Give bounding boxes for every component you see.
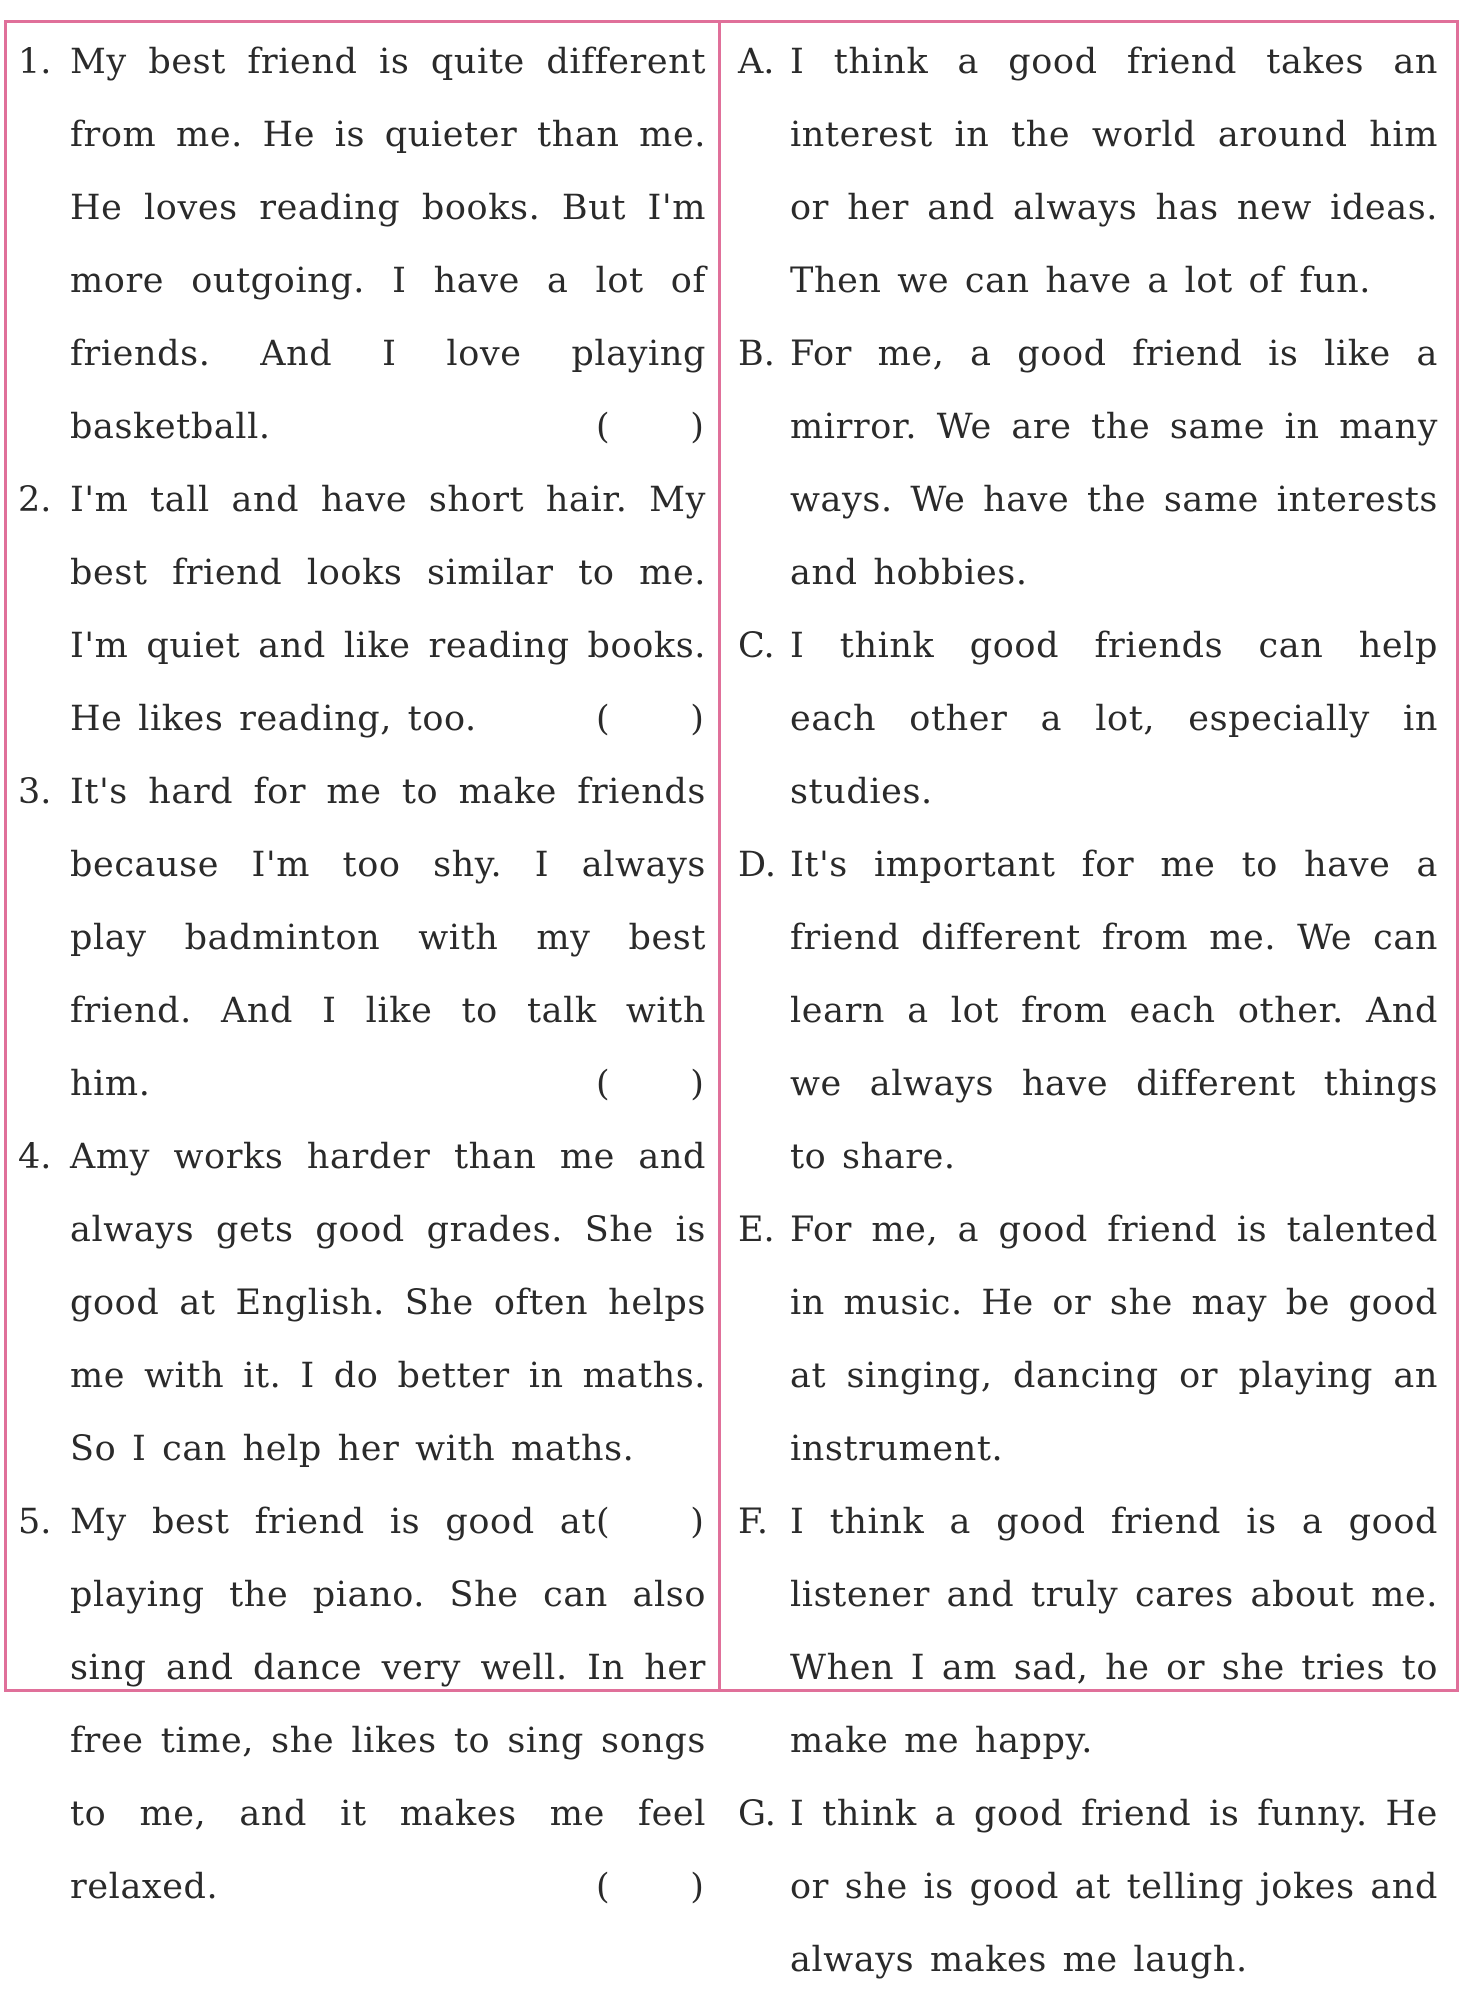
option-letter: F. bbox=[738, 1502, 768, 1542]
option-item bbox=[738, 1486, 1438, 1778]
question-number: 5. bbox=[18, 1502, 52, 1542]
option-letter: C. bbox=[738, 626, 775, 666]
question-item bbox=[18, 464, 706, 756]
option-text: For me, a good friend is talented in music. He or she may be good at singing, dancing or playing an instrument. bbox=[790, 1210, 1438, 1469]
column-divider bbox=[718, 20, 721, 1692]
question-text: My best friend is good at playing the piano. She can also sing and dance very well. In her free time, she likes to sing songs to me, and it makes me feel relaxed. bbox=[70, 1502, 706, 1907]
option-letter: A. bbox=[738, 42, 775, 82]
option-text: I think a good friend takes an interest in the world around him or her and always has new ideas. Then we can have a lot of fun. bbox=[790, 42, 1438, 301]
option-text: I think good friends can help each other a lot, especially in studies. bbox=[790, 626, 1438, 812]
question-text: Amy works harder than me and always gets good grades. She is good at English. She often helps me with it. I do better in maths. So I can help her with maths. bbox=[70, 1137, 706, 1469]
question-text: It's hard for me to make friends because I'm too shy. I always play badminton with my best friend. And I like to talk with him. bbox=[70, 772, 706, 1104]
option-text: For me, a good friend is like a mirror. We are the same in many ways. We have the same interests and hobbies. bbox=[790, 334, 1438, 593]
options-column bbox=[738, 26, 1438, 1997]
question-number: 1. bbox=[18, 42, 52, 82]
option-letter: E. bbox=[738, 1210, 775, 1250]
option-text: It's important for me to have a friend different from me. We can learn a lot from each other. And we always have different things to share. bbox=[790, 845, 1438, 1177]
answer-blank[interactable]: ( ) bbox=[596, 699, 705, 739]
option-item bbox=[738, 26, 1438, 318]
questions-column bbox=[18, 26, 706, 1924]
question-item bbox=[18, 1486, 706, 1924]
question-item bbox=[18, 26, 706, 464]
question-text: I'm tall and have short hair. My best friend looks similar to me. I'm quiet and like reading books. He likes reading, too. bbox=[70, 480, 706, 739]
answer-blank[interactable]: ( ) bbox=[596, 1867, 705, 1907]
option-letter: B. bbox=[738, 334, 775, 374]
option-text: I think a good friend is funny. He or she is good at telling jokes and always makes me laugh. bbox=[790, 1794, 1438, 1980]
question-text: My best friend is quite different from me. He is quieter than me. He loves reading books. But I'm more outgoing. I have a lot of friends. And I love playing basketball. bbox=[70, 42, 706, 447]
answer-blank[interactable]: ( ) bbox=[596, 1064, 705, 1104]
answer-blank[interactable]: ( ) bbox=[596, 407, 705, 447]
option-item bbox=[738, 610, 1438, 829]
question-item bbox=[18, 756, 706, 1121]
option-item bbox=[738, 1194, 1438, 1486]
option-text: I think a good friend is a good listener and truly cares about me. When I am sad, he or she tries to make me happy. bbox=[790, 1502, 1438, 1761]
option-item bbox=[738, 318, 1438, 610]
question-item bbox=[18, 1121, 706, 1542]
option-letter: G. bbox=[738, 1794, 776, 1834]
option-item bbox=[738, 829, 1438, 1194]
question-number: 4. bbox=[18, 1137, 52, 1177]
question-number: 2. bbox=[18, 480, 52, 520]
option-letter: D. bbox=[738, 845, 776, 885]
question-number: 3. bbox=[18, 772, 52, 812]
option-item bbox=[738, 1778, 1438, 1997]
answer-blank[interactable]: ( ) bbox=[596, 1502, 705, 1542]
